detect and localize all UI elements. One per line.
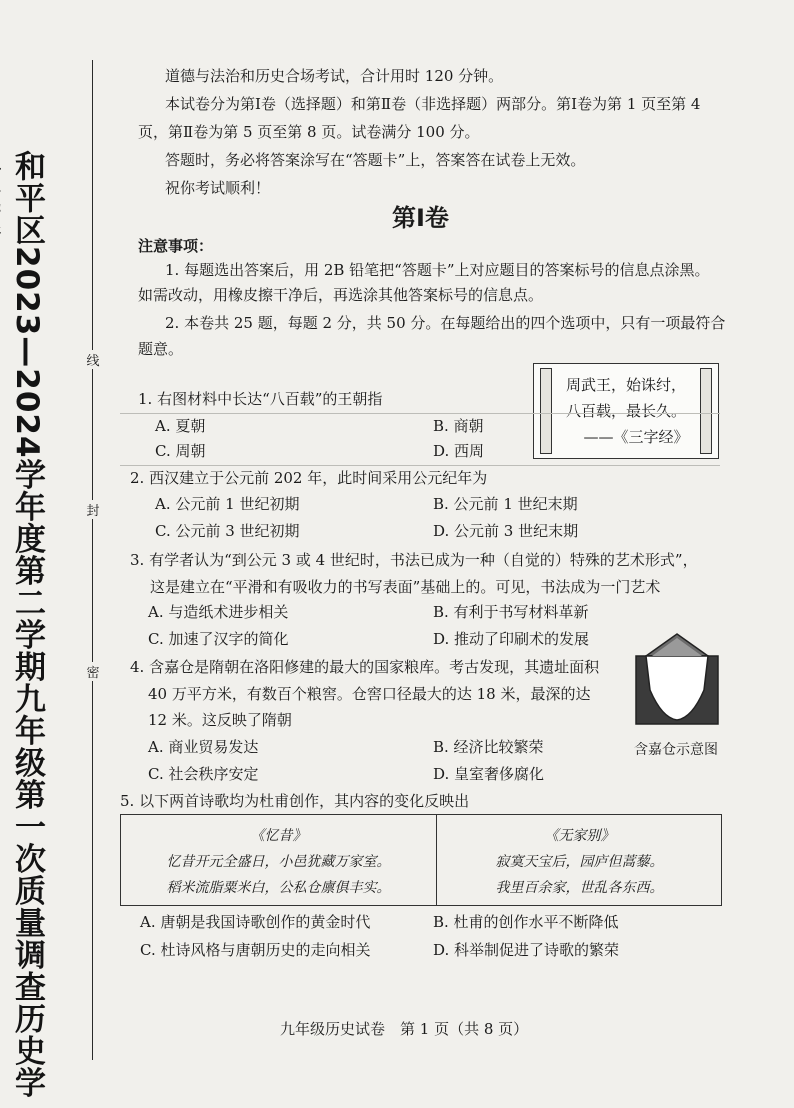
side-exam-title: 和平区2023—2024学年度第二学期九年级第一次质量调查历史学 xyxy=(9,150,45,1099)
option-b: B. 公元前 1 世纪末期 xyxy=(433,495,578,513)
granary-icon xyxy=(632,630,722,725)
quote-line: 周武王，始诛纣， xyxy=(565,376,686,394)
option-a: A. 与造纸术进步相关 xyxy=(148,603,289,621)
note-line: 如需改动，用橡皮擦干净后，再选涂其他答案标号的信息点。 xyxy=(138,286,544,304)
poem-title: 《忆昔》 xyxy=(250,828,307,844)
binding-mark-line: 线 xyxy=(84,350,102,369)
section-title: 第Ⅰ卷 xyxy=(392,204,449,232)
option-c: C. 社会秩序安定 xyxy=(148,765,259,783)
intro-line: 祝你考试顺利！ xyxy=(165,179,271,197)
option-d: D. 公元前 3 世纪末期 xyxy=(433,522,579,540)
binding-mark-secret: 密 xyxy=(84,662,102,681)
poem-left xyxy=(121,815,436,905)
binding-line xyxy=(92,60,93,1060)
option-b: B. 有利于书写材料革新 xyxy=(433,603,589,621)
option-b: B. 商朝 xyxy=(433,417,484,435)
note-line: 1. 每题选出答案后，用 2B 铅笔把“答题卡”上对应题目的答案标号的信息点涂黑。 xyxy=(165,261,710,279)
intro-line: 道德与法治和历史合场考试，合计用时 120 分钟。 xyxy=(165,67,504,85)
page-footer: 九年级历史试卷 第 1 页（共 8 页） xyxy=(280,1020,529,1038)
row-divider xyxy=(120,465,720,466)
poem-line: 稻米流脂粟米白，公私仓廪俱丰实。 xyxy=(166,880,391,896)
poem-line: 忆昔开元全盛日，小邑犹藏万家室。 xyxy=(166,854,391,870)
binding-mark-seal: 封 xyxy=(84,500,102,519)
poem-right xyxy=(436,815,722,905)
question-stem: 4. 含嘉仓是隋朝在洛阳修建的最大的国家粮库。考古发现，其遗址面积 xyxy=(130,658,600,676)
poem-line: 寂寞天宝后，园庐但蒿藜。 xyxy=(495,854,664,870)
option-d: D. 科举制促进了诗歌的繁荣 xyxy=(433,941,620,959)
question-stem: 40 万平方米，有数百个粮窖。仓窖口径最大的达 18 米，最深的达 xyxy=(148,685,591,703)
option-d: D. 推动了印刷术的发展 xyxy=(433,630,590,648)
option-a: A. 夏朝 xyxy=(155,417,206,435)
notes-heading: 注意事项： xyxy=(138,237,214,255)
question-stem: 2. 西汉建立于公元前 202 年，此时间采用公元纪年为 xyxy=(130,469,488,487)
option-b: B. 经济比较繁荣 xyxy=(433,738,544,756)
note-line: 2. 本卷共 25 题，每题 2 分，共 50 分。在每题给出的四个选项中，只有一项最符合 xyxy=(165,314,726,332)
quote-source: ——《三字经》 xyxy=(583,428,689,446)
intro-line: 页，第Ⅱ卷为第 5 页至第 8 页。试卷满分 100 分。 xyxy=(138,123,480,141)
row-divider xyxy=(120,413,720,414)
option-c: C. 周朝 xyxy=(155,442,206,460)
question-stem: 这是建立在“平滑和有吸收力的书写表面”基础上的。可见，书法成为一门艺术 xyxy=(150,578,661,596)
question-stem: 3. 有学者认为“到公元 3 或 4 世纪时，书法已成为一种（自觉的）特殊的艺术形式”， xyxy=(130,551,698,569)
intro-line: 答题时，务必将答案涂写在“答题卡”上，答案答在试卷上无效。 xyxy=(165,151,586,169)
option-c: C. 杜诗风格与唐朝历史的走向相关 xyxy=(140,941,371,959)
option-a: A. 公元前 1 世纪初期 xyxy=(155,495,300,513)
option-c: C. 公元前 3 世纪初期 xyxy=(155,522,300,540)
option-d: D. 西周 xyxy=(433,442,485,460)
poem-title: 《无家别》 xyxy=(544,828,615,844)
granary-illustration xyxy=(632,630,722,725)
poem-table xyxy=(120,814,722,906)
intro-line: 本试卷分为第Ⅰ卷（选择题）和第Ⅱ卷（非选择题）两部分。第Ⅰ卷为第 1 页至第 4 xyxy=(165,95,701,113)
granary-caption: 含嘉仓示意图 xyxy=(634,742,718,758)
poem-line: 我里百余家，世乱各东西。 xyxy=(495,880,664,896)
quote-scroll xyxy=(533,363,719,459)
option-b: B. 杜甫的创作水平不断降低 xyxy=(433,913,619,931)
option-c: C. 加速了汉字的简化 xyxy=(148,630,289,648)
question-stem: 12 米。这反映了隋朝 xyxy=(148,711,292,729)
option-d: D. 皇室奢侈腐化 xyxy=(433,765,545,783)
question-stem: 5. 以下两首诗歌均为杜甫创作，其内容的变化反映出 xyxy=(120,792,470,810)
quote-line: 八百载，最长久。 xyxy=(565,402,686,420)
note-line: 题意。 xyxy=(138,340,184,358)
question-stem: 1. 右图材料中长达“八百载”的王朝指 xyxy=(138,390,383,408)
option-a: A. 商业贸易发达 xyxy=(148,738,259,756)
option-a: A. 唐朝是我国诗歌创作的黄金时代 xyxy=(140,913,371,931)
